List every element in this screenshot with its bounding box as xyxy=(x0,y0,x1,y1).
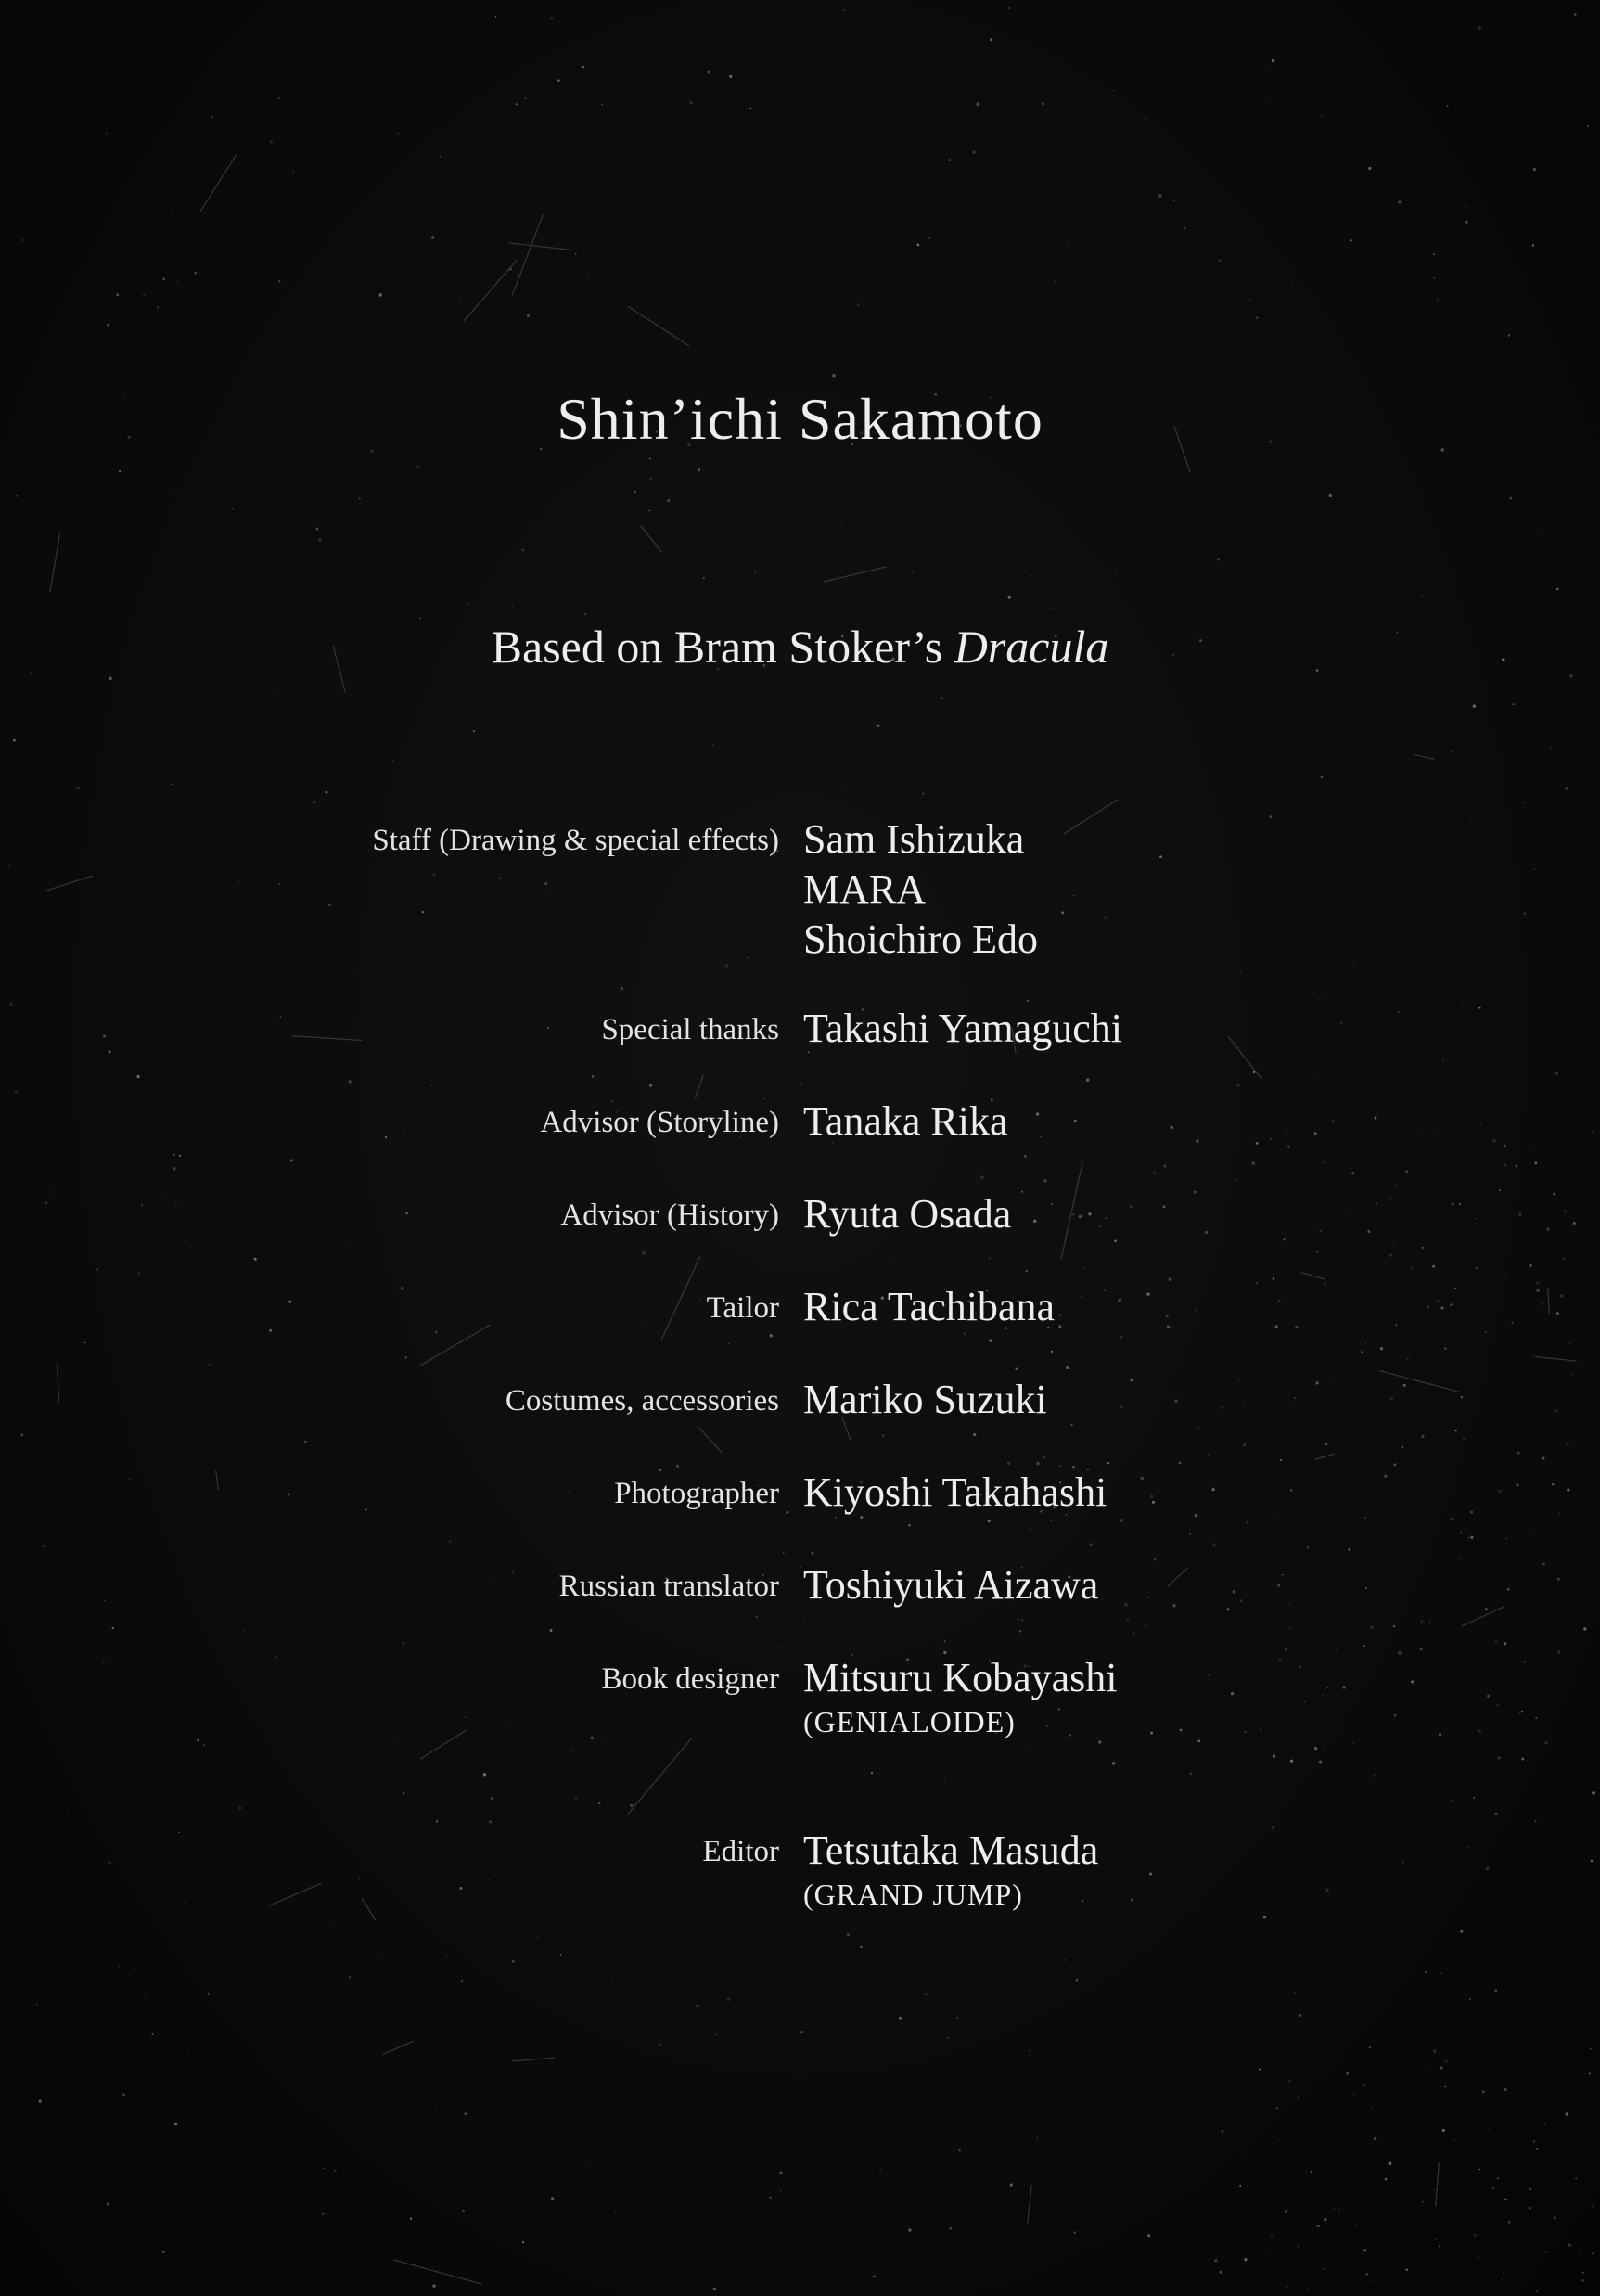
credit-name: Kiyoshi Takahashi xyxy=(803,1469,1107,1515)
credit-names xyxy=(803,1282,1055,1332)
credit-name: Mariko Suzuki xyxy=(803,1377,1047,1422)
credit-names xyxy=(803,1468,1107,1518)
credit-role: Editor xyxy=(702,1835,779,1868)
credit-role: Tailor xyxy=(706,1291,779,1325)
credit-name: Toshiyuki Aizawa xyxy=(803,1562,1099,1608)
credit-names xyxy=(803,1375,1047,1425)
credit-name: Takashi Yamaguchi xyxy=(803,1006,1122,1051)
credit-role: Staff (Drawing & special effects) xyxy=(372,824,779,857)
credit-name: Mitsuru Kobayashi xyxy=(803,1655,1118,1700)
book-title: Dracula xyxy=(954,621,1109,673)
based-on-prefix: Based on Bram Stoker’s xyxy=(491,621,954,673)
credit-names xyxy=(803,1653,1118,1740)
credit-names xyxy=(803,1189,1011,1239)
credit-names xyxy=(803,1097,1008,1147)
credit-name: MARA xyxy=(803,866,927,912)
credit-role: Book designer xyxy=(601,1662,779,1696)
credit-name: Ryuta Osada xyxy=(803,1191,1012,1237)
credit-names xyxy=(803,815,1038,965)
author-name: Shin’ichi Sakamoto xyxy=(557,386,1043,452)
credit-role: Russian translator xyxy=(558,1570,779,1603)
credit-affiliation: (GENIALOIDE) xyxy=(803,1705,1016,1738)
credit-name: Sam Ishizuka xyxy=(803,816,1025,862)
credit-role: Photographer xyxy=(614,1477,779,1510)
credit-names xyxy=(803,1004,1122,1054)
credit-name: Rica Tachibana xyxy=(803,1284,1055,1329)
credit-names xyxy=(803,1826,1098,1913)
credit-name: Tetsutaka Masuda xyxy=(803,1828,1099,1873)
credit-name: Shoichiro Edo xyxy=(803,917,1038,962)
credit-role: Advisor (History) xyxy=(560,1199,779,1232)
credit-role: Advisor (Storyline) xyxy=(540,1106,779,1139)
credit-names xyxy=(803,1560,1098,1610)
credit-role: Costumes, accessories xyxy=(505,1384,779,1417)
credit-role: Special thanks xyxy=(601,1013,779,1046)
credit-affiliation: (GRAND JUMP) xyxy=(803,1878,1023,1911)
credit-name: Tanaka Rika xyxy=(803,1098,1008,1144)
